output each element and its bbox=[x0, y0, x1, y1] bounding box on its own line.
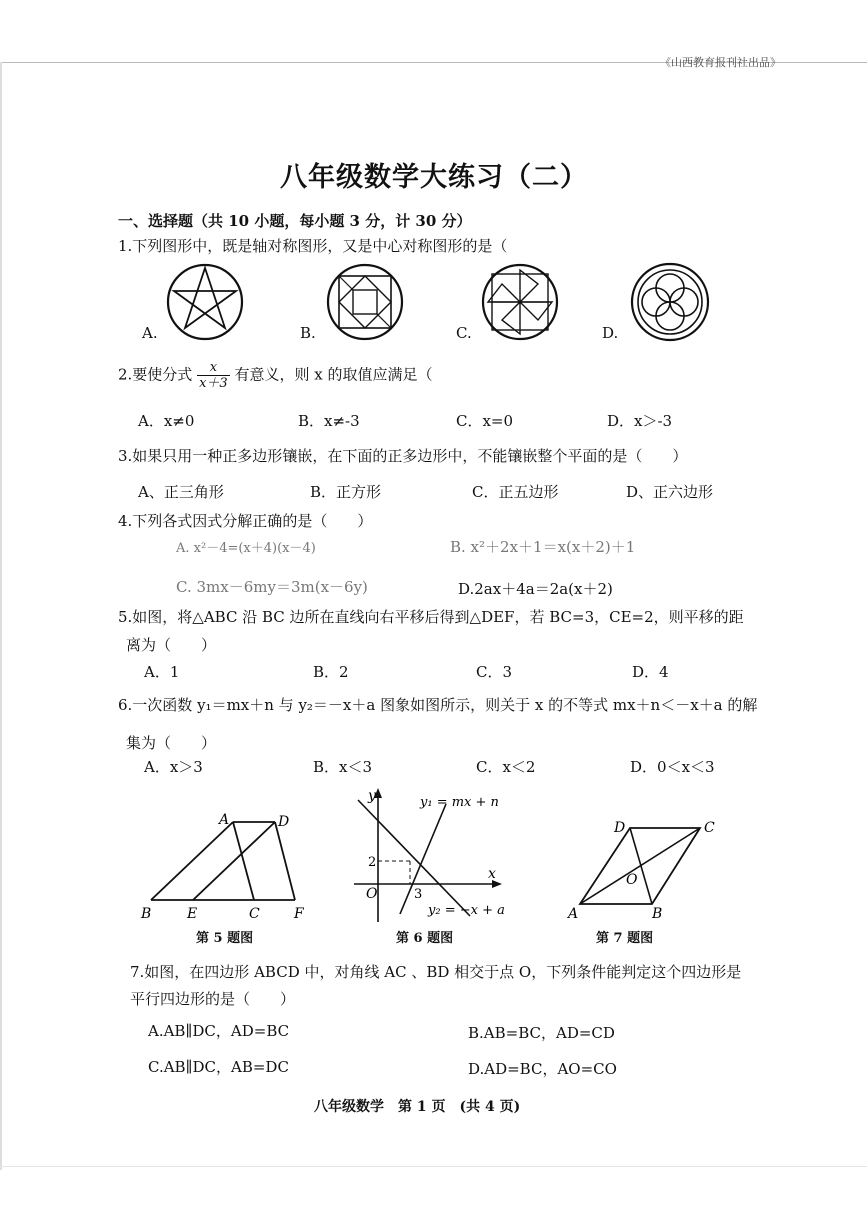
q6-option-d: D．0＜x＜3 bbox=[630, 758, 715, 776]
fig5-label-f: F bbox=[294, 906, 304, 922]
question-6-stem-line-1: 6.一次函数 y₁＝mx＋n 与 y₂＝－x＋a 图象如图所示，则关于 x 的不等式 mx＋n＜－x＋a 的解 bbox=[118, 696, 758, 714]
question-7-stem-line-1: 7.如图，在四边形 ABCD 中，对角线 AC 、BD 相交于点 O，下列条件能判定这个四边形是 bbox=[130, 963, 742, 981]
q5-option-d: D．4 bbox=[632, 663, 669, 681]
q3-option-b: B．正方形 bbox=[310, 483, 382, 501]
q1-figure-a-star bbox=[165, 262, 245, 342]
question-5-stem-line-1: 5.如图，将△ABC 沿 BC 边所在直线向右平移后得到△DEF，若 BC=3，CE=2，则平移的距 bbox=[118, 608, 744, 626]
q1-figure-d-rings bbox=[628, 260, 712, 344]
fig6-tick-2: 2 bbox=[368, 855, 377, 870]
fig5-label-b: B bbox=[141, 906, 152, 922]
page-footer: 八年级数学 第 1 页 (共 4 页) bbox=[314, 1099, 521, 1115]
q1-option-a: A. bbox=[142, 324, 158, 342]
figure-5-caption: 第 5 题图 bbox=[196, 931, 254, 946]
fig7-label-c: C bbox=[704, 820, 715, 836]
fig6-tick-3: 3 bbox=[414, 887, 423, 902]
q1-option-d: D. bbox=[602, 324, 619, 342]
q5-option-c: C．3 bbox=[476, 663, 513, 681]
q6-option-c: C．x＜2 bbox=[476, 758, 536, 776]
question-6-stem-line-2: 集为（ ） bbox=[126, 734, 217, 752]
paper-left-edge bbox=[0, 62, 2, 1170]
q3-option-a: A、正三角形 bbox=[138, 483, 224, 501]
question-2-stem bbox=[118, 360, 432, 391]
q1-figure-c-pinwheel bbox=[480, 262, 560, 342]
paper-bottom-edge bbox=[0, 1166, 867, 1167]
figure-7-quadrilateral bbox=[560, 812, 730, 922]
q5-option-b: B．2 bbox=[313, 663, 349, 681]
q2-option-c: C．x=0 bbox=[456, 412, 514, 430]
q2-option-b: B．x≠-3 bbox=[298, 412, 360, 430]
q4-option-d: D.2ax＋4a＝2a(x＋2) bbox=[458, 580, 613, 598]
q5-option-a: A．1 bbox=[144, 663, 180, 681]
fig6-origin-label: O bbox=[366, 886, 378, 902]
fig7-label-o: O bbox=[626, 872, 638, 888]
section-heading-choice: 一、选择题（共 10 小题，每小题 3 分，计 30 分） bbox=[118, 212, 472, 230]
q1-option-b: B. bbox=[300, 324, 316, 342]
fig6-line-y2-label: y₂ = −x + a bbox=[428, 903, 505, 918]
fig5-label-a: A bbox=[219, 812, 230, 828]
question-1-stem: 1.下列图形中，既是轴对称图形，又是中心对称图形的是（ bbox=[118, 237, 508, 255]
figure-6-linear-functions bbox=[348, 782, 510, 928]
fig6-x-axis-label: x bbox=[488, 866, 496, 882]
figure-7-caption: 第 7 题图 bbox=[596, 931, 654, 946]
figure-6-caption: 第 6 题图 bbox=[396, 931, 454, 946]
q7-option-c: C.AB∥DC，AB=DC bbox=[148, 1058, 289, 1076]
q2-fraction-numerator: x bbox=[197, 360, 230, 376]
q1-figure-b-squares bbox=[325, 262, 405, 342]
figure-5-translation bbox=[135, 808, 315, 924]
fig6-y-axis-label: y bbox=[368, 788, 376, 804]
page-title: 八年级数学大练习（二） bbox=[280, 162, 588, 193]
q3-option-d: D、正六边形 bbox=[626, 483, 714, 501]
fig7-label-a: A bbox=[568, 906, 579, 922]
q4-option-c: C. 3mx－6my＝3m(x－6y) bbox=[176, 578, 368, 596]
question-7-stem-line-2: 平行四边形的是（ ） bbox=[130, 990, 296, 1008]
q1-option-c: C. bbox=[456, 324, 472, 342]
q6-option-b: B．x＜3 bbox=[313, 758, 373, 776]
q7-option-d: D.AD=BC，AO=CO bbox=[468, 1060, 617, 1078]
q7-option-b: B.AB=BC，AD=CD bbox=[468, 1024, 615, 1042]
q4-option-a: A. x²－4=(x＋4)(x－4) bbox=[176, 541, 316, 556]
q2-option-d: D．x＞-3 bbox=[607, 412, 673, 430]
q2-stem-before: 2.要使分式 bbox=[118, 365, 193, 384]
q7-option-a: A.AB∥DC，AD=BC bbox=[148, 1022, 290, 1040]
q2-fraction bbox=[197, 360, 230, 391]
q3-option-c: C．正五边形 bbox=[472, 483, 559, 501]
q4-option-b: B. x²＋2x＋1＝x(x＋2)＋1 bbox=[450, 538, 636, 556]
fig5-label-e: E bbox=[187, 906, 198, 922]
header-note: 《山西教育报刊社出品》 bbox=[660, 56, 781, 69]
fig7-label-b: B bbox=[652, 906, 663, 922]
q2-option-a: A．x≠0 bbox=[138, 412, 195, 430]
q2-stem-after: 有意义，则 x 的取值应满足（ bbox=[234, 365, 433, 384]
question-3-stem: 3.如果只用一种正多边形镶嵌，在下面的正多边形中，不能镶嵌整个平面的是（ ） bbox=[118, 447, 688, 465]
fig5-label-c: C bbox=[249, 906, 260, 922]
fig5-label-d: D bbox=[278, 814, 290, 830]
fig7-label-d: D bbox=[614, 820, 626, 836]
q2-fraction-denominator: x＋3 bbox=[199, 376, 228, 391]
question-5-stem-line-2: 离为（ ） bbox=[126, 636, 217, 654]
question-4-stem: 4.下列各式因式分解正确的是（ ） bbox=[118, 512, 373, 530]
fig6-line-y1-label: y₁ = mx + n bbox=[420, 795, 499, 810]
q6-option-a: A．x＞3 bbox=[144, 758, 203, 776]
